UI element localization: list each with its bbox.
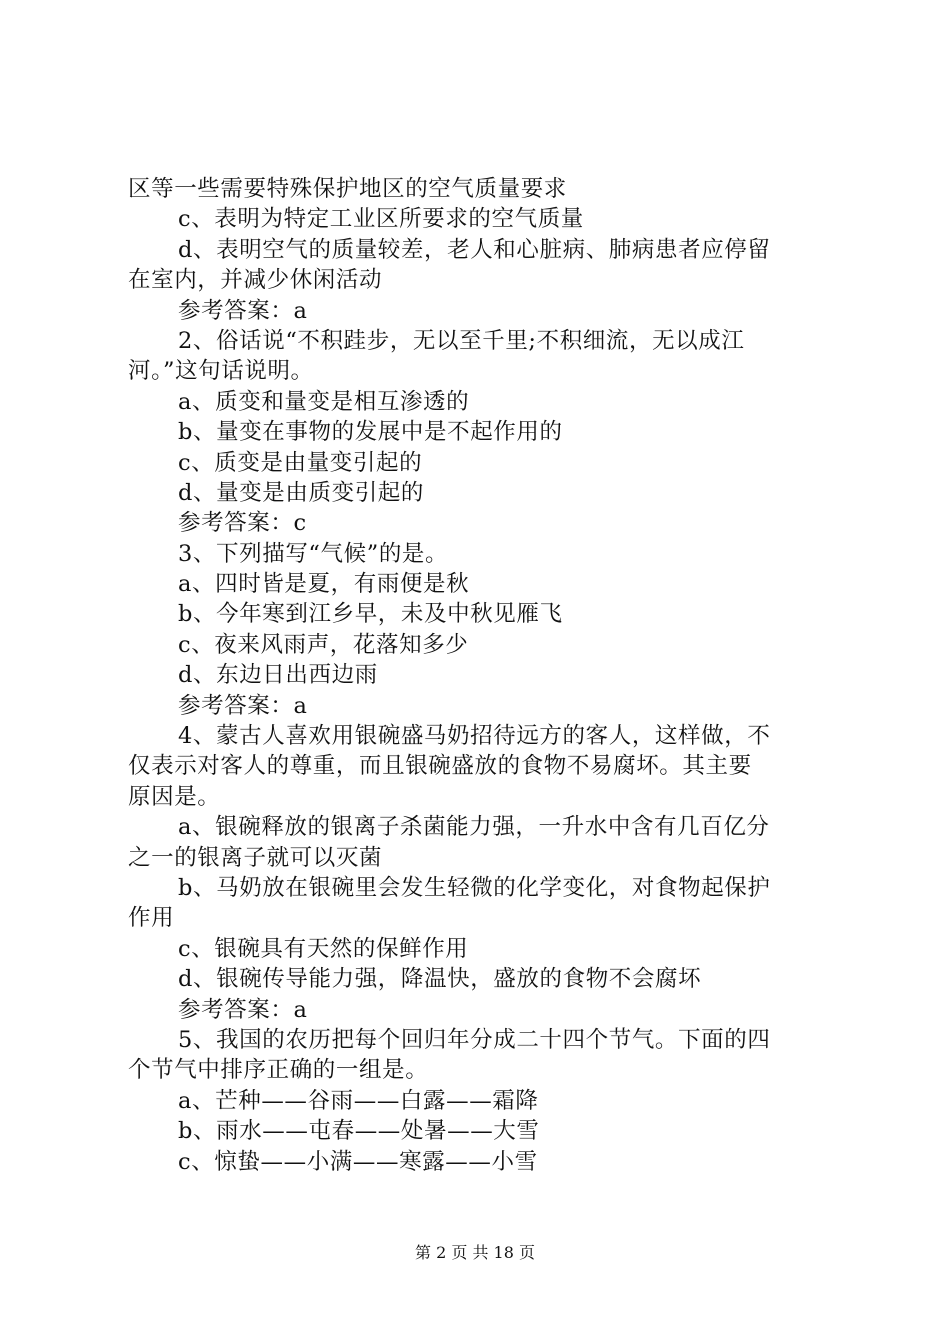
text-line: 3、下列描写“气候”的是。 [178,540,449,567]
text-line: b、今年寒到江乡早，未及中秋见雁飞 [178,601,563,628]
text-line: d、表明空气的质量较差，老人和心脏病、肺病患者应停留 [178,236,771,263]
text-line: a、芒种——谷雨——白露——霜降 [178,1087,539,1114]
page-footer: 第 2 页 共 18 页 [415,1243,535,1262]
text-line: 2、俗话说“不积跬步，无以至千里;不积细流，无以成江 [178,327,745,354]
text-line: c、质变是由量变引起的 [178,449,423,476]
text-line: d、量变是由质变引起的 [178,479,425,506]
text-line: 区等一些需要特殊保护地区的空气质量要求 [128,176,567,202]
text-line: 作用 [128,905,175,932]
text-line: d、东边日出西边雨 [178,662,378,689]
text-line: 5、我国的农历把每个回归年分成二十四个节气。下面的四 [178,1026,771,1053]
text-line: 之一的银离子就可以灭菌 [128,844,383,871]
text-line: b、量变在事物的发展中是不起作用的 [178,419,563,446]
text-line: d、银碗传导能力强，降温快，盛放的食物不会腐坏 [178,966,702,993]
text-line: 参考答案：c [178,510,307,537]
text-line: 参考答案：a [178,692,308,719]
text-line: 参考答案：a [178,996,308,1023]
text-line: 参考答案：a [178,297,308,324]
text-line: a、四时皆是夏，有雨便是秋 [178,571,470,598]
text-line: a、质变和量变是相互渗透的 [178,388,470,415]
text-line: c、夜来风雨声，花落知多少 [178,631,469,658]
document-body [128,174,832,1177]
text-line: 4、蒙古人喜欢用银碗盛马奶招待远方的客人，这样做，不 [178,723,771,750]
text-line: a、银碗释放的银离子杀菌能力强，一升水中含有几百亿分 [178,814,770,841]
text-line: 仅表示对客人的尊重，而且银碗盛放的食物不易腐坏。其主要 [128,753,752,780]
text-line: 河。”这句话说明。 [128,358,314,385]
text-line: 原因是。 [128,783,221,810]
text-line: c、惊蛰——小满——寒露——小雪 [178,1148,538,1175]
text-line: b、雨水——屯春——处暑——大雪 [178,1118,540,1145]
text-line: b、马奶放在银碗里会发生轻微的化学变化，对食物起保护 [178,874,771,901]
text-line: c、银碗具有天然的保鲜作用 [178,935,469,962]
text-line: 个节气中排序正确的一组是。 [128,1057,429,1084]
text-line: c、表明为特定工业区所要求的空气质量 [178,206,584,233]
text-line: 在室内，并减少休闲活动 [128,267,383,294]
